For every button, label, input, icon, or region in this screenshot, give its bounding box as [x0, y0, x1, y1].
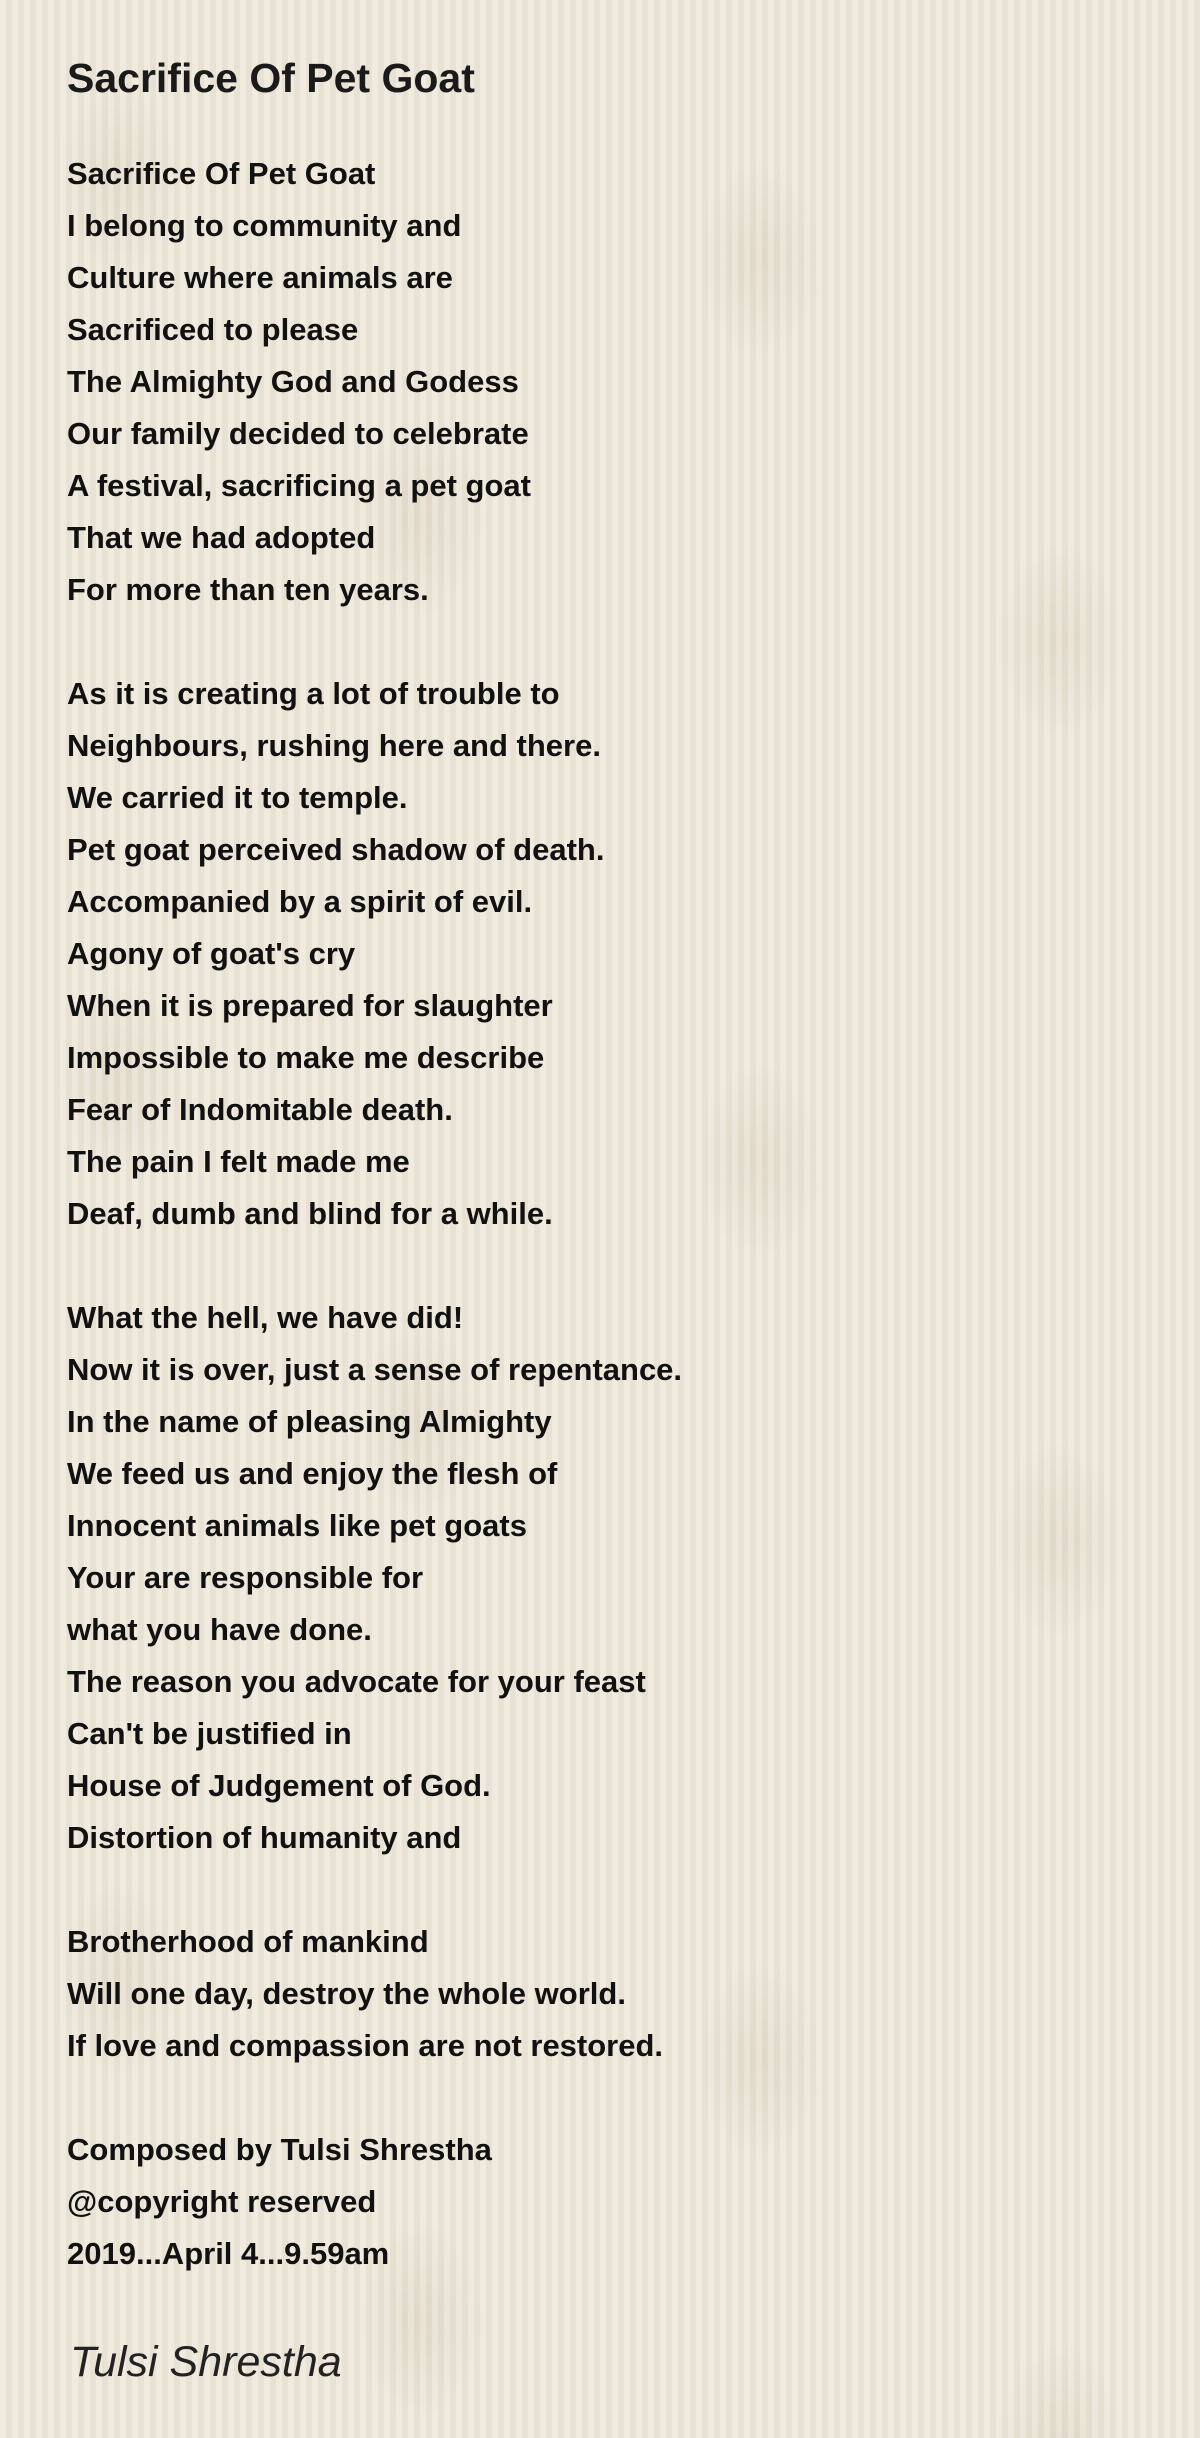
poem-line: House of Judgement of God. [67, 1768, 491, 1803]
poem-line: Deaf, dumb and blind for a while. [67, 1196, 553, 1231]
poem-line: If love and compassion are not restored. [67, 2028, 664, 2063]
poem-line: what you have done. [67, 1612, 372, 1647]
poem-line: Neighbours, rushing here and there. [67, 728, 601, 763]
poem-line: Can't be justified in [67, 1716, 352, 1751]
poem-line: Accompanied by a spirit of evil. [67, 884, 533, 919]
poem-line: As it is creating a lot of trouble to [67, 676, 560, 711]
poem-page [67, 50, 1147, 2332]
poem-line: Agony of goat's cry [67, 936, 356, 971]
poem-line: That we had adopted [67, 520, 376, 555]
poem-signature-block [67, 2124, 1147, 2280]
stanza [67, 1916, 1147, 2072]
poem-line: In the name of pleasing Almighty [67, 1404, 552, 1439]
poem-line: The reason you advocate for your feast [67, 1664, 646, 1699]
poem-line: The Almighty God and Godess [67, 364, 519, 399]
poem-line: Now it is over, just a sense of repentance. [67, 1352, 683, 1387]
poem-line: We feed us and enjoy the flesh of [67, 1456, 558, 1491]
stanza [67, 668, 1147, 1240]
stanza [67, 148, 1147, 616]
poem-title: Sacrifice Of Pet Goat [67, 55, 475, 101]
poem-line: Your are responsible for [67, 1560, 424, 1595]
poem-line: I belong to community and [67, 208, 462, 243]
poem-line: Culture where animals are [67, 260, 453, 295]
poem-line: Distortion of humanity and [67, 1820, 462, 1855]
poem-body [67, 148, 1147, 2280]
poem-line: 2019...April 4...9.59am [67, 2236, 390, 2271]
author-name: Tulsi Shrestha [70, 2338, 342, 2386]
poem-line: Our family decided to celebrate [67, 416, 529, 451]
poem-line: What the hell, we have did! [67, 1300, 464, 1335]
poem-line: Fear of Indomitable death. [67, 1092, 453, 1127]
poem-line: Pet goat perceived shadow of death. [67, 832, 605, 867]
stanza [67, 1292, 1147, 1864]
poem-line: Brotherhood of mankind [67, 1924, 429, 1959]
poem-line: Composed by Tulsi Shrestha [67, 2132, 492, 2167]
poem-line: @copyright reserved [67, 2184, 377, 2219]
poem-line: Sacrifice Of Pet Goat [67, 156, 376, 191]
poem-line: Innocent animals like pet goats [67, 1508, 527, 1543]
poem-line: For more than ten years. [67, 572, 429, 607]
poem-line: Sacrificed to please [67, 312, 359, 347]
poem-line: A festival, sacrificing a pet goat [67, 468, 531, 503]
poem-line: Will one day, destroy the whole world. [67, 1976, 626, 2011]
poem-line: When it is prepared for slaughter [67, 988, 553, 1023]
poem-line: The pain I felt made me [67, 1144, 410, 1179]
poem-line: We carried it to temple. [67, 780, 408, 815]
poem-line: Impossible to make me describe [67, 1040, 545, 1075]
